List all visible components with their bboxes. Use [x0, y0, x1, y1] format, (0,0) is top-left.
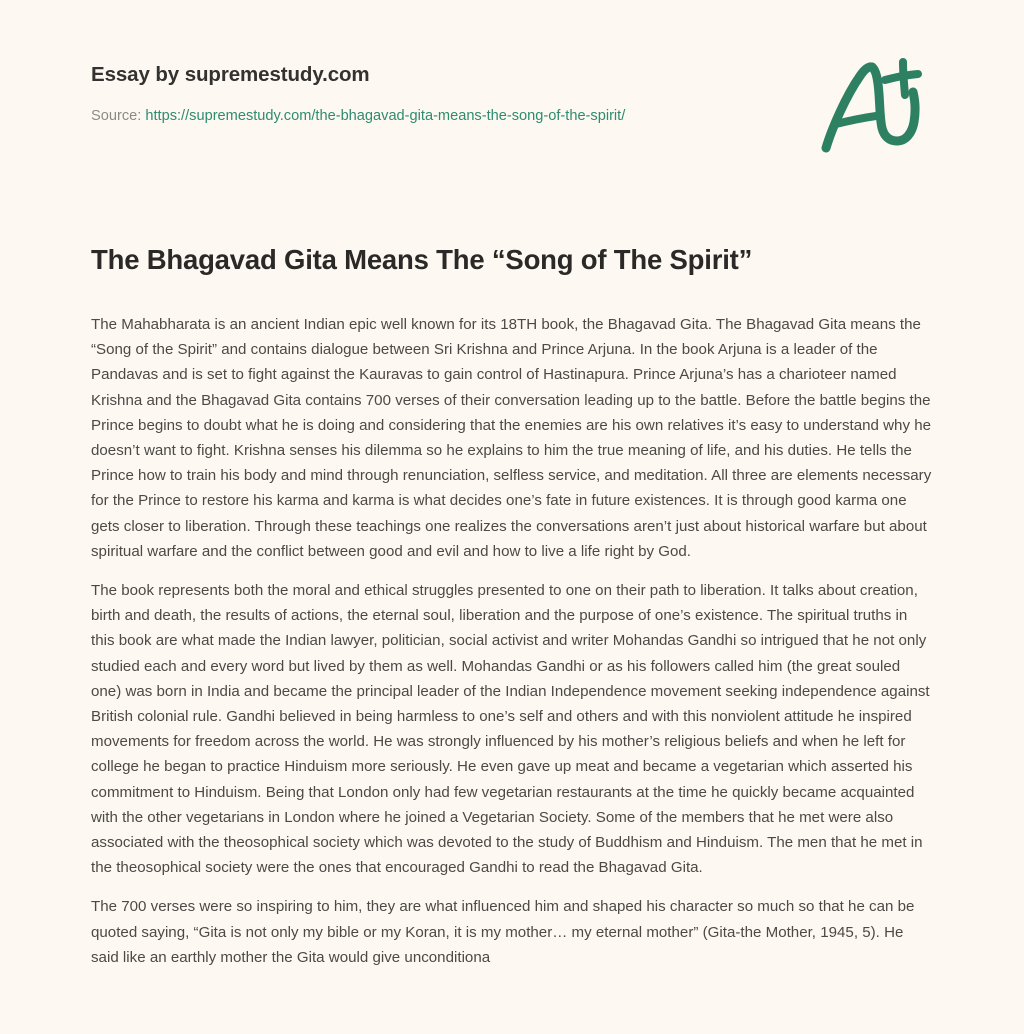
- article-paragraph: The 700 verses were so inspiring to him, they are what influenced him and shaped his character so much so that he can be quoted saying, “Gita is not only my bible or my Koran, it is my mother… my eternal mother” (Gita-the Mother, 1945, 5). He said like an earthly mother the Gita would give unconditiona: [91, 898, 915, 966]
- source-url-link[interactable]: https://supremestudy.com/the-bhagavad-gita-means-the-song-of-the-spirit/: [145, 108, 626, 124]
- article-paragraph: The book represents both the moral and ethical struggles presented to one on their path to liberation. It talks about creation, birth and death, the results of actions, the eternal soul, liberation and the purpose of one’s existence. The spiritual truths in this book are what made the Indian lawyer, politician, social activist and writer Mohandas Gandhi so intrigued that he not only studied each and every word but lived by them as well. Mohandas Gandhi or as his followers called him (the great souled one) was born in India and became the principal leader of the Indian Independence movement seeking independence against British colonial rule. Gandhi believed in being harmless to one’s self and others and with this nonviolent attitude he inspired movements for freedom across the world. He was strongly influenced by his mother’s religious beliefs and when he left for college he began to practice Hinduism more seriously. He even gave up meat and became a vegetarian which asserted his commitment to Hinduism. Being that London only had few vegetarian restaurants at the time he quickly became acquainted with the other vegetarians in London where he joined a Vegetarian Society. Some of the members that he met were also associated with the theosophical society which was devoted to the study of Buddhism and Hinduism. The men that he met in the theosophical society were the ones that encouraged Gandhi to read the Bhagavad Gita.: [91, 582, 930, 877]
- a-plus-logo-icon: [806, 52, 940, 162]
- essay-byline: Essay by supremestudy.com: [91, 63, 370, 86]
- page-title: The Bhagavad Gita Means The “Song of The Spirit”: [91, 244, 753, 275]
- site-logo[interactable]: [806, 52, 940, 162]
- article-paragraph: The Mahabharata is an ancient Indian epic well known for its 18TH book, the Bhagavad Gita. The Bhagavad Gita means the “Song of the Spirit” and contains dialogue between Sri Krishna and Prince Arjuna. In the book Arjuna is a leader of the Pandavas and is set to fight against the Kauravas to gain control of Hastinapura. Prince Arjuna’s has a charioteer named Krishna and the Bhagavad Gita contains 700 verses of their conversation leading up to the battle. Before the battle begins the Prince begins to doubt what he is doing and considering that the enemies are his own relatives it’s easy to understand why he doesn’t want to fight. Krishna senses his dilemma so he explains to him the true meaning of life, and his duties. He tells the Prince how to train his body and mind through renunciation, selfless service, and meditation. All three are elements necessary for the Prince to restore his karma and karma is what decides one’s fate in future existences. It is through good karma one gets closer to liberation. Through these teachings one realizes the conversations aren’t just about historical warfare but about spiritual warfare and the conflict between good and evil and how to live a life right by God.: [91, 316, 932, 560]
- source-label: Source:: [91, 108, 142, 124]
- article-body: [91, 312, 933, 1034]
